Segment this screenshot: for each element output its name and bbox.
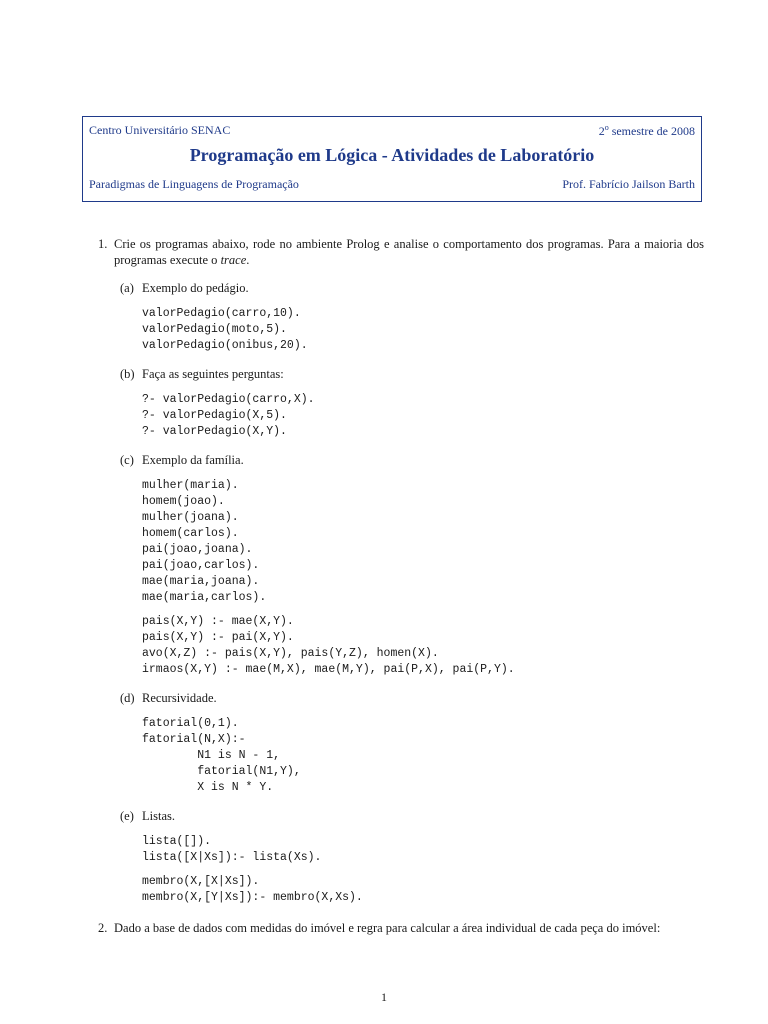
code-line: ?- valorPedagio(carro,X). — [142, 393, 315, 406]
code-block — [142, 306, 704, 354]
header-top-row — [89, 123, 695, 139]
code-line: fatorial(0,1). — [142, 717, 239, 730]
code-line: pais(X,Y) :- mae(X,Y). — [142, 615, 294, 628]
code-block — [142, 478, 704, 606]
sub-item — [114, 690, 704, 796]
code-line: pai(joao,joana). — [142, 543, 253, 556]
code-line: fatorial(N,X):- — [142, 733, 246, 746]
header-bottom-row — [89, 177, 695, 192]
sub-item-label: (e) — [120, 809, 134, 823]
code-line: valorPedagio(onibus,20). — [142, 339, 308, 352]
code-line: fatorial(N1,Y), — [142, 765, 301, 778]
question-2 — [82, 920, 704, 936]
sub-item-title: Exemplo do pedágio. — [142, 281, 249, 295]
code-line: valorPedagio(carro,10). — [142, 307, 301, 320]
code-line: pai(joao,carlos). — [142, 559, 260, 572]
institution: Centro Universitário SENAC — [89, 123, 231, 137]
document-title: Programação em Lógica - Atividades de Laboratório — [189, 145, 595, 165]
sub-item — [114, 366, 704, 440]
code-line: X is N * Y. — [142, 781, 274, 794]
question-number: 1. — [98, 237, 108, 251]
sub-item-title: Recursividade. — [142, 691, 217, 705]
question-number: 2. — [98, 921, 108, 935]
code-line: ?- valorPedagio(X,5). — [142, 409, 287, 422]
code-block — [142, 834, 704, 866]
sub-item-title: Listas. — [142, 809, 175, 823]
code-line: lista([]). — [142, 835, 212, 848]
sub-item-label: (d) — [120, 691, 135, 705]
code-line: lista([X|Xs]):- lista(Xs). — [142, 851, 322, 864]
page-number: 1 — [381, 990, 387, 1004]
code-line: N1 is N - 1, — [142, 749, 281, 762]
code-line: mae(maria,joana). — [142, 575, 260, 588]
code-block — [142, 716, 704, 796]
code-line: membro(X,[Y|Xs]):- membro(X,Xs). — [142, 891, 363, 904]
professor-name: Prof. Fabrício Jailson Barth — [562, 177, 695, 191]
semester: 2$^o$ semestre de 2008 — [598, 123, 695, 138]
code-line: pais(X,Y) :- pai(X,Y). — [142, 631, 294, 644]
code-block — [142, 614, 704, 678]
sub-item — [114, 280, 704, 354]
course-name: Paradigmas de Linguagens de Programação — [89, 177, 299, 191]
sub-item — [114, 452, 704, 678]
sub-item-title: Exemplo da família. — [142, 453, 244, 467]
question-text: Crie os programas abaixo, rode no ambiente Prolog e analise o comportamento dos programas. Para a maioria dos programas execute o trace. — [114, 237, 704, 267]
code-line: mulher(maria). — [142, 479, 239, 492]
code-block — [142, 392, 704, 440]
code-line: ?- valorPedagio(X,Y). — [142, 425, 287, 438]
code-line: valorPedagio(moto,5). — [142, 323, 287, 336]
code-line: membro(X,[X|Xs]). — [142, 875, 260, 888]
code-line: homem(joao). — [142, 495, 225, 508]
sub-item-label: (a) — [120, 281, 134, 295]
code-line: avo(X,Z) :- pais(X,Y), pais(Y,Z), homen(X). — [142, 647, 439, 660]
sub-item-label: (b) — [120, 367, 135, 381]
question-items — [114, 280, 704, 906]
document-body — [82, 236, 704, 936]
sub-item-title: Faça as seguintes perguntas: — [142, 367, 284, 381]
sub-item — [114, 808, 704, 906]
code-line: irmaos(X,Y) :- mae(M,X), mae(M,Y), pai(P,X), pai(P,Y). — [142, 663, 515, 676]
code-line: homem(carlos). — [142, 527, 239, 540]
code-line: mulher(joana). — [142, 511, 239, 524]
question-text: Dado a base de dados com medidas do imóvel e regra para calcular a área individual de cada peça do imóvel: — [114, 921, 661, 935]
code-block — [142, 874, 704, 906]
header-box — [82, 116, 702, 202]
question-1 — [82, 236, 704, 906]
code-line: mae(maria,carlos). — [142, 591, 267, 604]
sub-item-label: (c) — [120, 453, 134, 467]
